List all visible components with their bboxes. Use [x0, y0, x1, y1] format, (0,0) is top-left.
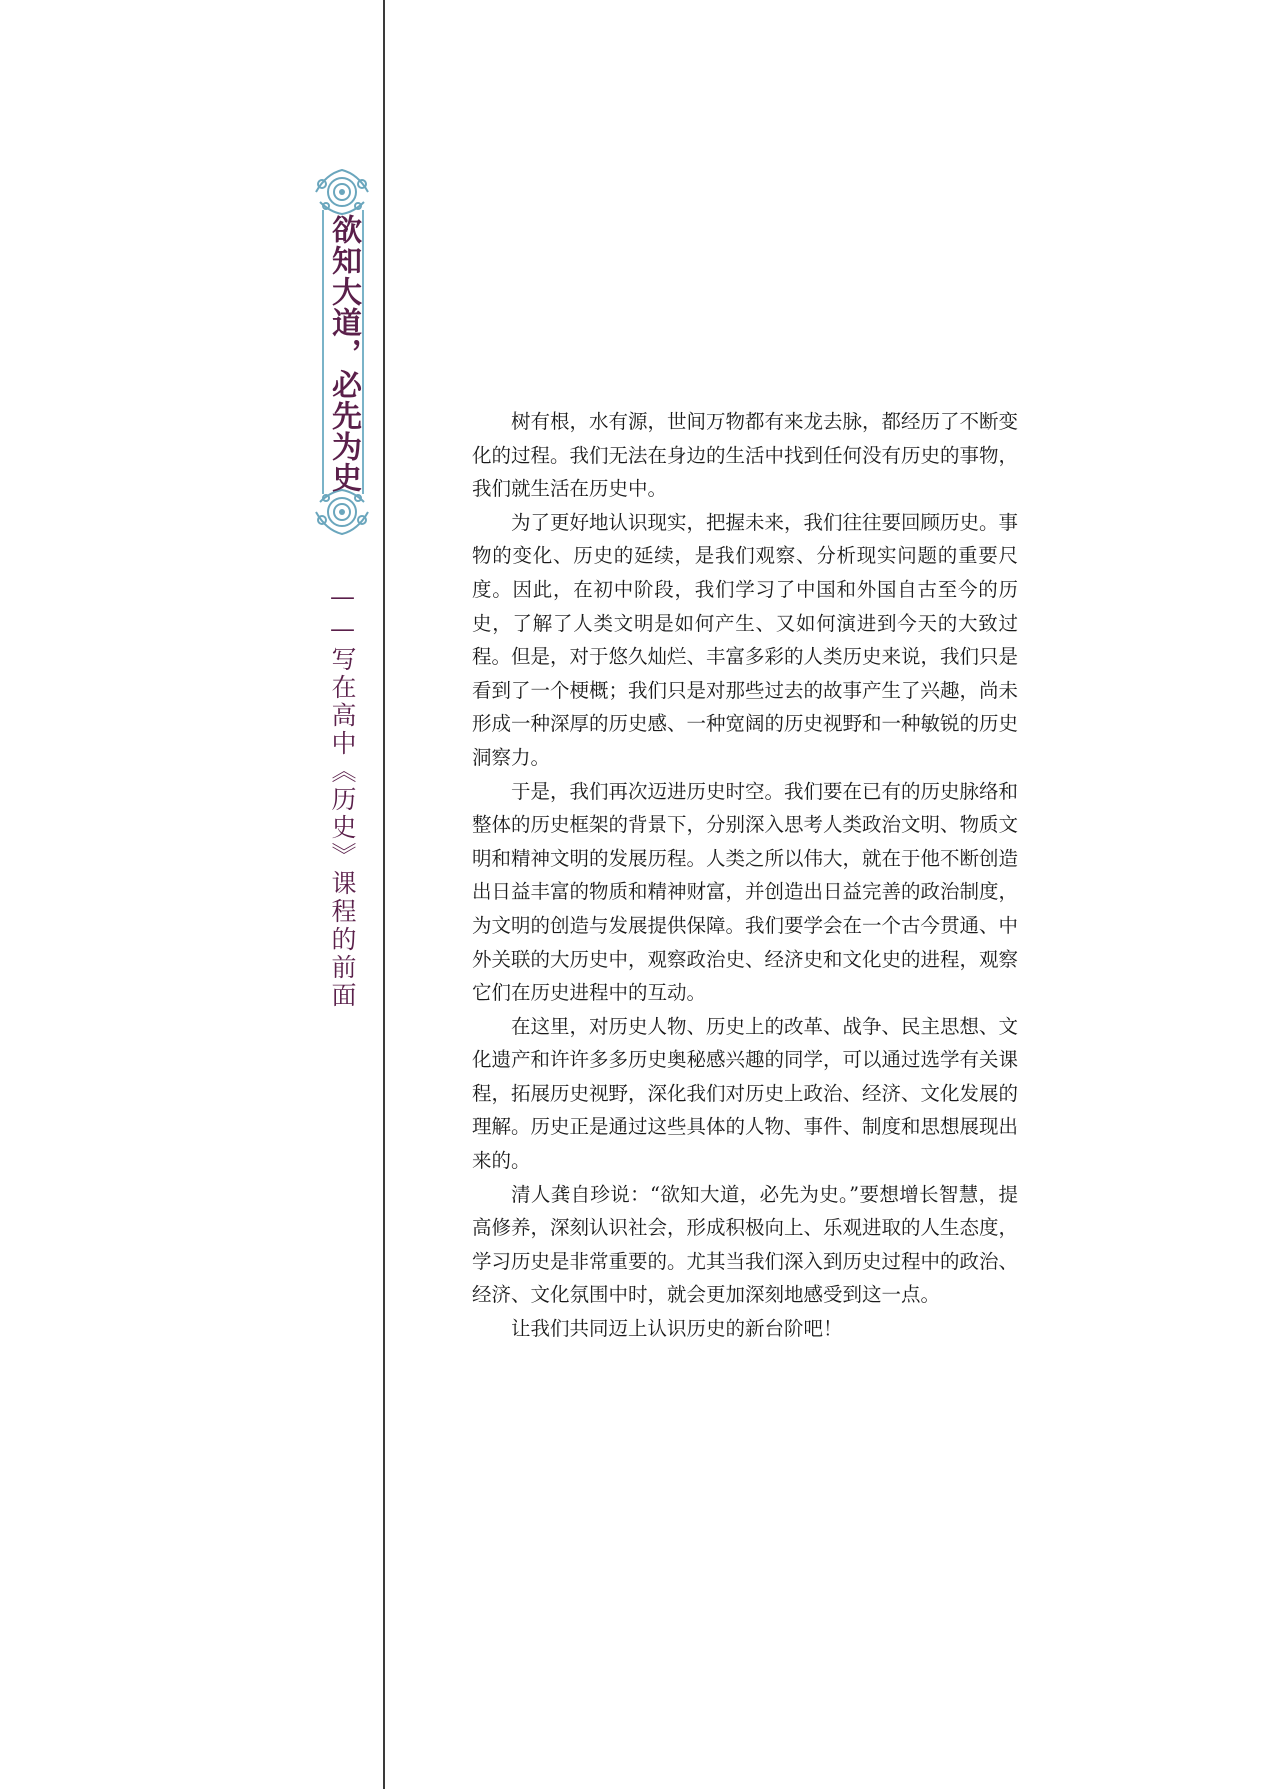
paragraph: 于是，我们再次迈进历史时空。我们要在已有的历史脉络和整体的历史框架的背景下，分别深入思考人类政治文明、物质文明和精神文明的发展历程。人类之所以伟大，就在于他不断创造出日益丰富的物质和精神财富，并创造出日益完善的政治制度，为文明的创造与发展提供保障。我们要学会在一个古今贯通、中外关联的大历史中，观察政治史、经济史和文化史的进程，观察它们在历史进程中的互动。 — [472, 779, 1019, 1005]
vertical-subtitle: ——写在高中《历史》课程的前面 — [328, 582, 357, 1010]
paragraph: 让我们共同迈上认识历史的新台阶吧！ — [511, 1317, 843, 1341]
vertical-title: 欲知大道，必先为史 — [326, 214, 361, 493]
preface-body — [472, 405, 1018, 1346]
paragraph: 树有根，水有源，世间万物都有来龙去脉，都经历了不断变化的过程。我们无法在身边的生活中找到任何没有历史的事物，我们就生活在历史中。 — [472, 410, 1019, 501]
paragraph: 在这里，对历史人物、历史上的改革、战争、民主思想、文化遗产和许许多多历史奥秘感兴趣的同学，可以通过选学有关课程，拓展历史视野，深化我们对历史上政治、经济、文化发展的理解。历史正是通过这些具体的人物、事件、制度和思想展现出来的。 — [472, 1014, 1019, 1173]
spine-rule — [383, 0, 385, 1789]
paragraph: 清人龚自珍说：“欲知大道，必先为史。”要想增长智慧，提高修养，深刻认识社会，形成积极向上、乐观进取的人生态度，学习历史是非常重要的。尤其当我们深入到历史过程中的政治、经济、文化氛围中时，就会更加深刻地感受到这一点。 — [472, 1182, 1019, 1307]
paragraph: 为了更好地认识现实，把握未来，我们往往要回顾历史。事物的变化、历史的延续，是我们观察、分析现实问题的重要尺度。因此，在初中阶段，我们学习了中国和外国自古至今的历史，了解了人类文明是如何产生、又如何演进到今天的大致过程。但是，对于悠久灿烂、丰富多彩的人类历史来说，我们只是看到了一个梗概；我们只是对那些过去的故事产生了兴趣，尚未形成一种深厚的历史感、一种宽阔的历史视野和一种敏锐的历史洞察力。 — [472, 510, 1019, 769]
